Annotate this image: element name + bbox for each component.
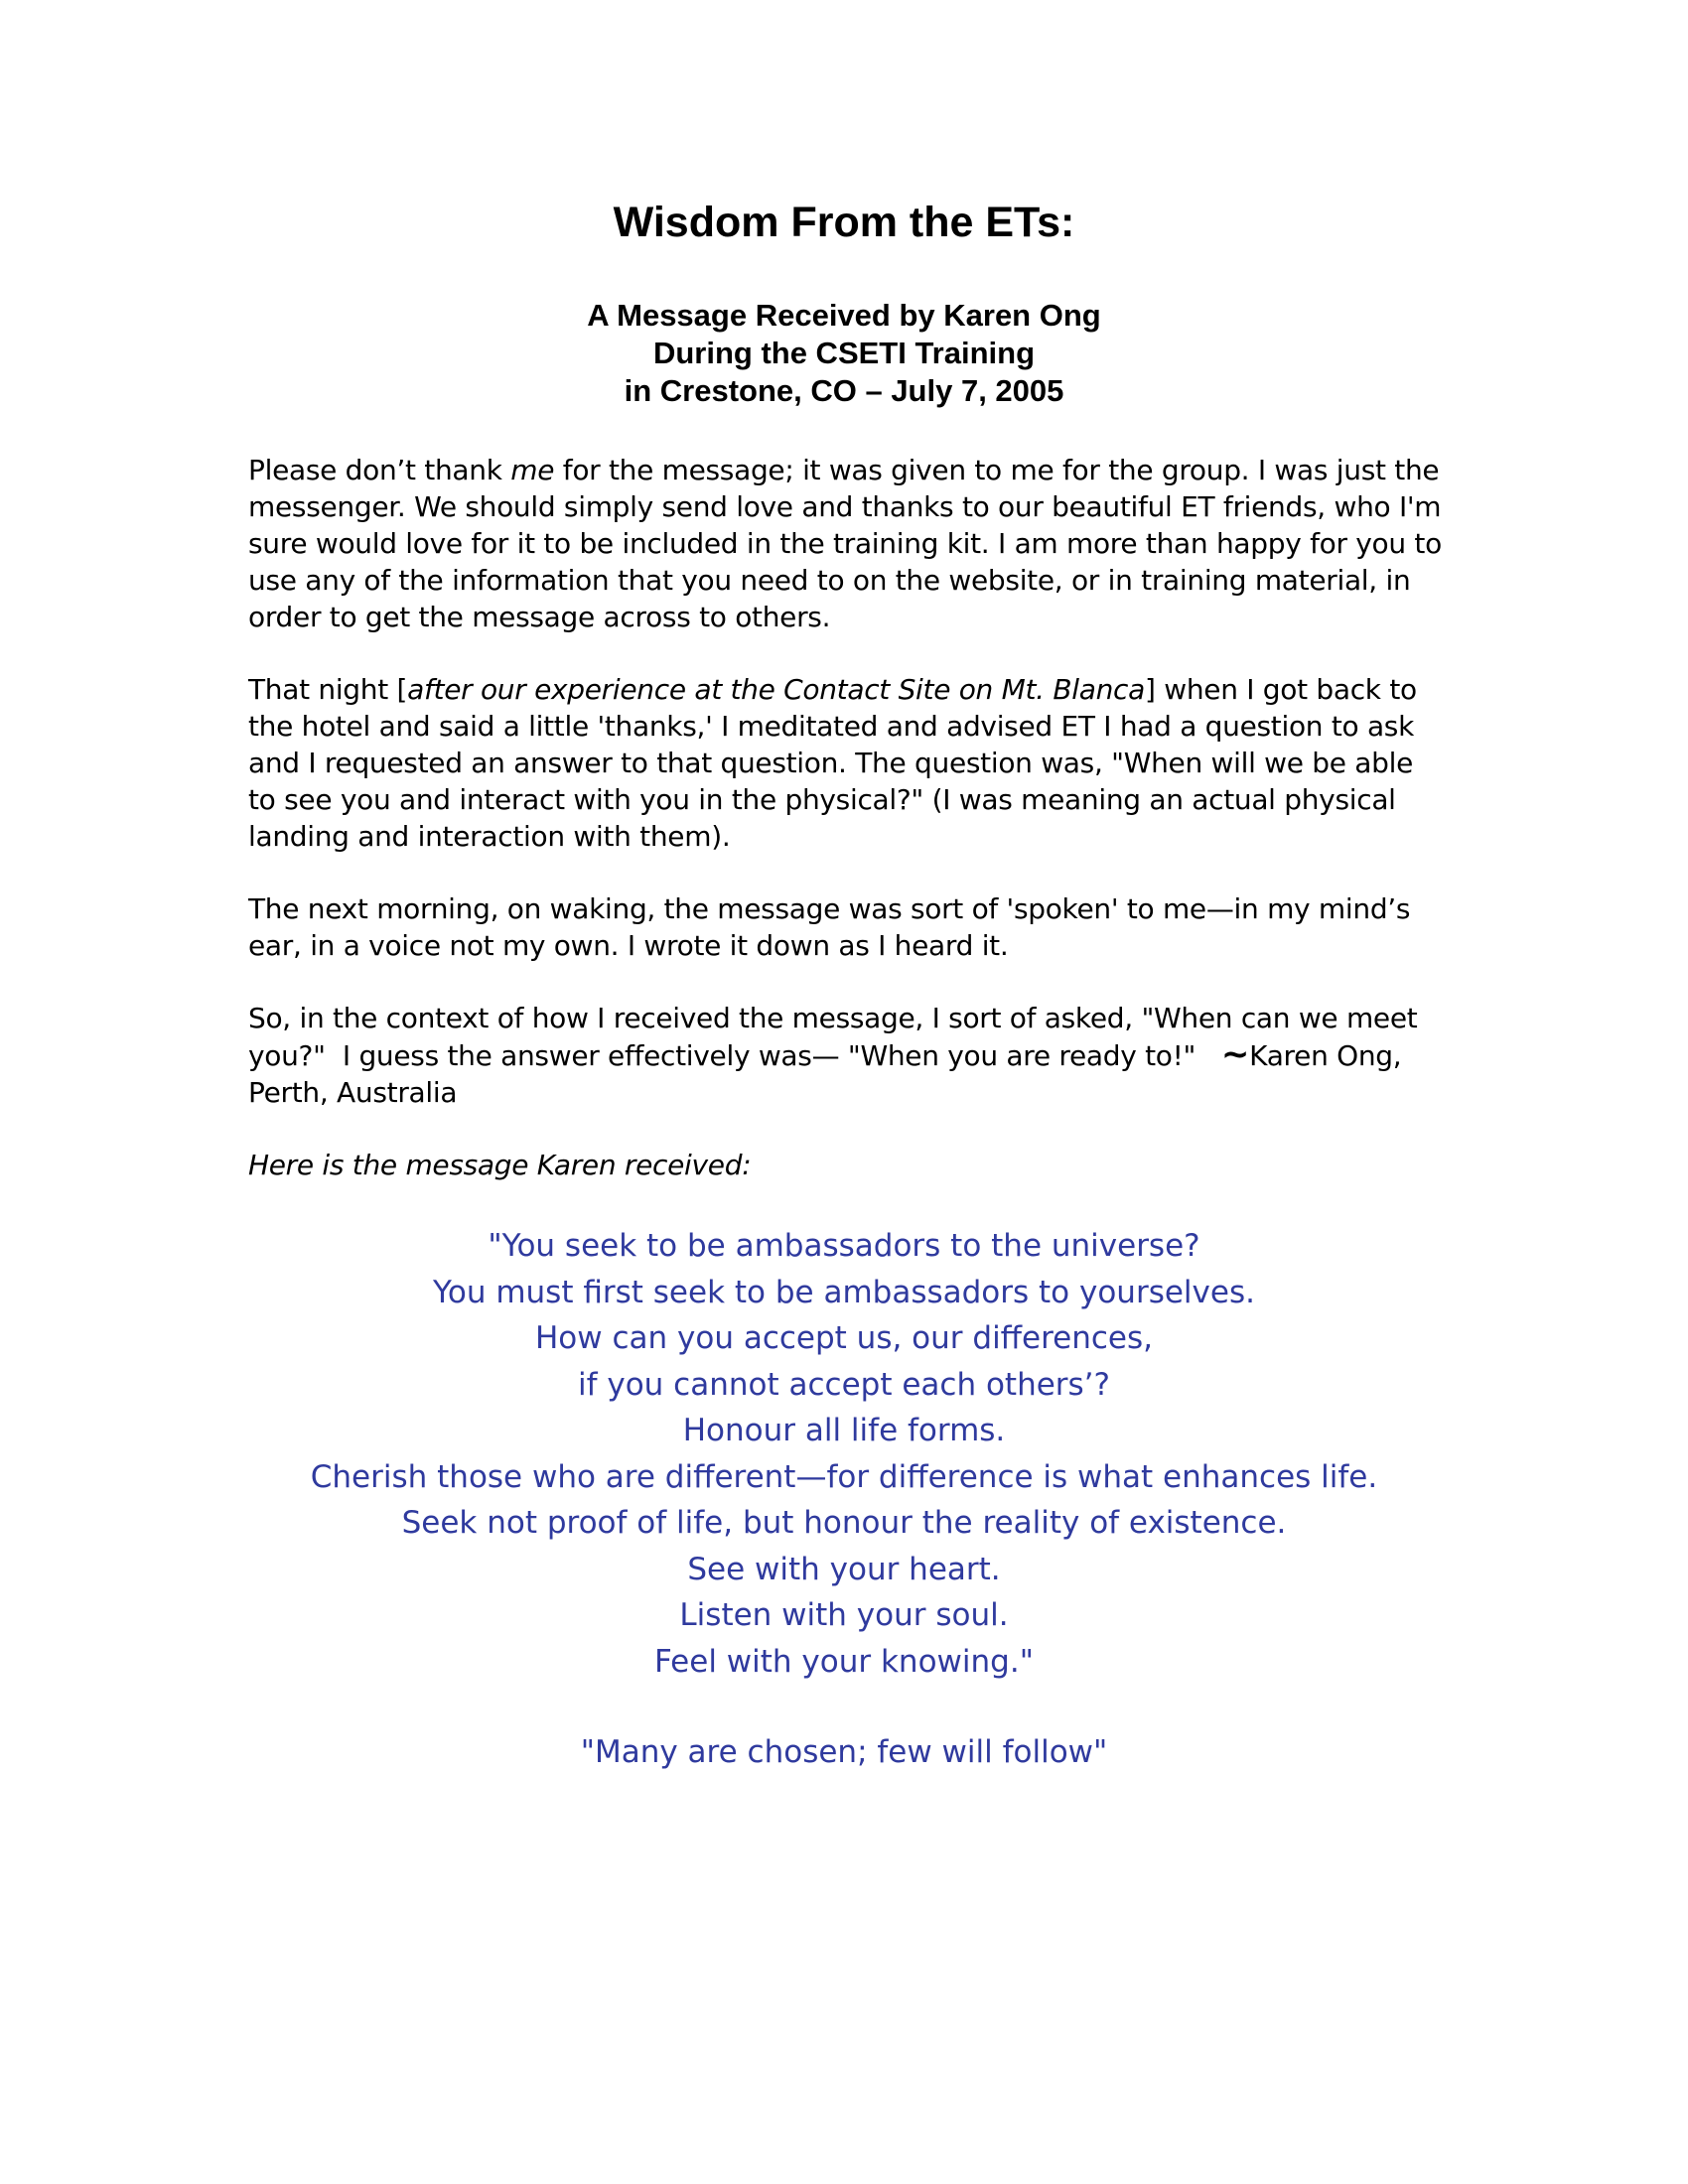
- signature-name: Karen Ong,: [1249, 1039, 1402, 1072]
- paragraph-line: So, in the context of how I received the message, I sort of asked, "When can we meet: [248, 1002, 1418, 1034]
- subtitle-line: in Crestone, CO – July 7, 2005: [624, 373, 1064, 408]
- paragraph-line: to see you and interact with you in the physical?" (I was meaning an actual physical: [248, 783, 1396, 816]
- paragraph-line: The next morning, on waking, the message was sort of 'spoken' to me—in my mind’s: [248, 892, 1411, 925]
- paragraph-line: messenger. We should simply send love and thanks to our beautiful ET friends, who I'm: [248, 490, 1442, 523]
- text-run: Please don’t thank: [248, 454, 511, 486]
- paragraph-line: the hotel and said a little 'thanks,' I meditated and advised ET I had a question to ask: [248, 710, 1415, 743]
- message-line: "You seek to be ambassadors to the universe?: [488, 1228, 1200, 1264]
- paragraph-that-night: [248, 671, 1450, 855]
- emphasis-text: after our experience at the Contact Site on Mt. Blanca: [407, 673, 1145, 706]
- paragraph-line: sure would love for it to be included in the training kit. I am more than happy for you to: [248, 527, 1442, 560]
- message-line: Honour all life forms.: [682, 1413, 1006, 1448]
- paragraph-line: ear, in a voice not my own. I wrote it down as I heard it.: [248, 929, 1009, 962]
- paragraph-line: [248, 671, 1450, 708]
- message-line: Feel with your knowing.": [654, 1643, 1034, 1680]
- paragraph-line: landing and interaction with them).: [248, 820, 731, 853]
- tilde-glyph: ~: [1220, 1034, 1250, 1074]
- paragraph-thanks: [248, 452, 1450, 635]
- paragraph-line: [248, 1036, 1450, 1074]
- message-line: You must first seek to be ambassadors to yourselves.: [433, 1274, 1255, 1310]
- text-run: ] when I got back to: [1145, 673, 1417, 706]
- paragraph-line: [248, 452, 1450, 488]
- paragraph-line: order to get the message across to others.: [248, 601, 831, 633]
- text-run: you?" I guess the answer effectively was— "When you are ready to!": [248, 1039, 1221, 1072]
- paragraph-line: use any of the information that you need to on the website, or in training material, in: [248, 564, 1411, 597]
- message-line: See with your heart.: [687, 1551, 1001, 1587]
- closing-quote: "Many are chosen; few will follow": [580, 1734, 1108, 1770]
- subtitle-line: A Message Received by Karen Ong: [587, 298, 1101, 333]
- message-line: Cherish those who are different—for difference is what enhances life.: [310, 1458, 1378, 1495]
- paragraph-context: [248, 1000, 1450, 1111]
- intro-line: [248, 1147, 1450, 1183]
- message-line: if you cannot accept each others’?: [577, 1366, 1110, 1403]
- paragraph-line: Perth, Australia: [248, 1076, 458, 1109]
- page-title: Wisdom From the ETs:: [613, 199, 1075, 246]
- et-message: [0, 1223, 1688, 1685]
- message-line: How can you accept us, our differences,: [534, 1320, 1154, 1356]
- subtitle-line: During the CSETI Training: [652, 336, 1036, 370]
- message-line: Listen with your soul.: [679, 1597, 1009, 1633]
- text-run: for the message; it was given to me for the group. I was just the: [554, 454, 1440, 486]
- paragraph-line: and I requested an answer to that question. The question was, "When will we be able: [248, 747, 1414, 779]
- intro-text: Here is the message Karen received:: [248, 1149, 752, 1181]
- message-line: Seek not proof of life, but honour the reality of existence.: [401, 1505, 1287, 1541]
- emphasis-text: me: [510, 454, 555, 486]
- paragraph-next-morning: [248, 890, 1450, 964]
- message-intro: [248, 1147, 1450, 1183]
- text-run: That night [: [248, 673, 408, 706]
- subtitle-block: [0, 297, 1688, 410]
